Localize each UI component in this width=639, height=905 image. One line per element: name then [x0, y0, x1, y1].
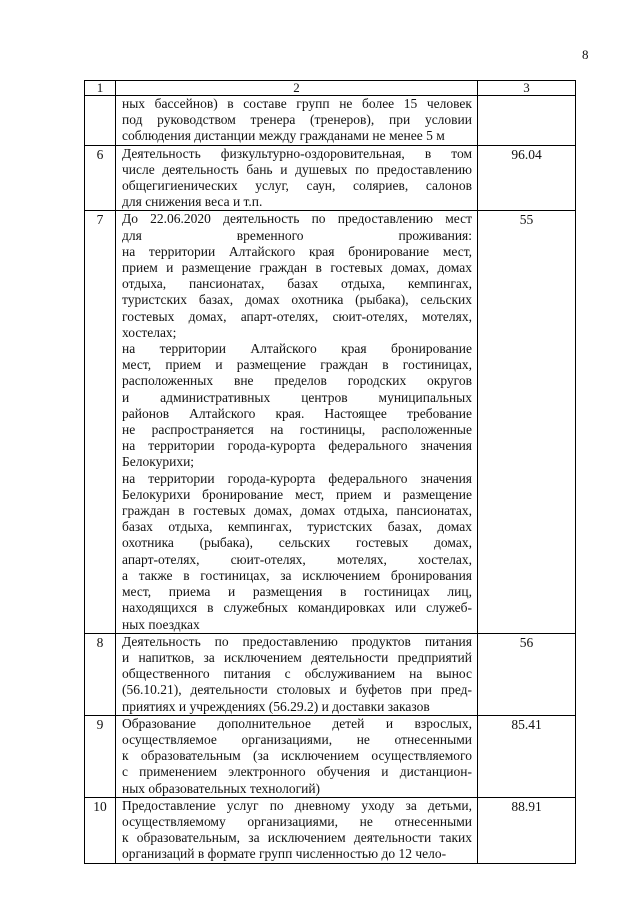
activity-description: [116, 633, 478, 715]
activity-description: [116, 145, 478, 211]
description-line: Предоставление услуг по дневному уходу за детьми,: [122, 797, 472, 813]
description-line: мест, прием и размещение граждан в гостиницах,: [122, 357, 472, 373]
table-row: [85, 633, 576, 715]
description-line: До 22.06.2020 деятельность по предоставлению мест: [122, 211, 472, 227]
table-header-row: [85, 81, 576, 96]
description-line: Белокурихи бронирование мест, прием и размещение: [122, 486, 472, 502]
row-number: 7: [85, 211, 116, 633]
description-line: осуществляемое организациями, не отнесенными: [122, 731, 472, 747]
activity-table: [84, 80, 576, 864]
row-number: 8: [85, 633, 116, 715]
description-line: к образовательным, за исключением деятельности таких: [122, 830, 472, 846]
description-line: и административных центров муниципальных: [122, 389, 472, 405]
row-number: 6: [85, 145, 116, 211]
header-col-3: 3: [478, 81, 576, 96]
table-row: [85, 797, 576, 863]
row-number: [85, 96, 116, 146]
description-line: общегигиенических услуг, саун, соляриев, салонов: [122, 178, 472, 194]
description-line: граждан в гостевых домах, домах отдыха, пансионатах,: [122, 503, 472, 519]
description-line: общественного питания с обслуживанием на вынос: [122, 666, 472, 682]
description-line: ных образовательных технологий): [122, 780, 321, 796]
description-line: гостевых домах, апарт-отелях, сюит-отелях, мотелях,: [122, 308, 472, 324]
header-col-1: 1: [85, 81, 116, 96]
description-line: находящихся в служебных командировках или служеб-: [122, 600, 472, 616]
description-line: базах отдыха, кемпингах, туристских базах, домах: [122, 519, 472, 535]
description-line: апарт-отелях, сюит-отелях, мотелях, хостелах,: [122, 551, 472, 567]
okved-code: 56: [478, 633, 576, 715]
description-line: на территории города-курорта федерального значения: [122, 470, 472, 486]
description-line: с применением электронного обучения и дистанцион-: [122, 764, 472, 780]
description-line: организаций в формате групп численностью до 12 чело-: [122, 846, 447, 862]
description-line: и напитков, за исключением деятельности предприятий: [122, 649, 472, 665]
description-line: районов Алтайского края. Настоящее требование: [122, 405, 472, 421]
activity-description: [116, 797, 478, 863]
header-col-2: 2: [116, 81, 478, 96]
description-line: под руководством тренера (тренеров), при условии: [122, 112, 472, 128]
table-row: [85, 211, 576, 633]
description-line: туристских базах, домах охотника (рыбака), сельских: [122, 292, 472, 308]
description-line: расположенных вне пределов городских округов: [122, 373, 472, 389]
description-line: осуществляемому организациями, не отнесенными: [122, 813, 472, 829]
description-line: прием и размещение граждан в гостевых домах, домах: [122, 260, 472, 276]
description-line: Образование дополнительное детей и взрослых,: [122, 715, 472, 731]
okved-code: 85.41: [478, 715, 576, 797]
description-line: к образовательным (за исключением осуществляемого: [122, 748, 472, 764]
description-line: Деятельность физкультурно-оздоровительная, в том: [122, 145, 472, 161]
okved-code: 88.91: [478, 797, 576, 863]
description-line: для снижения веса и т.п.: [122, 194, 263, 210]
description-line: ных бассейнов) в составе групп не более 15 человек: [122, 96, 472, 111]
table-row: [85, 145, 576, 211]
description-line: охотника (рыбака), сельских гостевых домах,: [122, 535, 472, 551]
description-line: ных поездках: [122, 616, 200, 632]
description-line: приятиях и учреждениях (56.29.2) и доставки заказов: [122, 698, 430, 714]
description-line: Деятельность по предоставлению продуктов питания: [122, 633, 472, 649]
description-line: соблюдения дистанции между гражданами не менее 5 м: [122, 128, 445, 144]
table-row: [85, 96, 576, 146]
description-line: мест, приема и размещения в гостиницах лиц,: [122, 584, 472, 600]
description-line: а также в гостиницах, за исключением бронирования: [122, 567, 472, 583]
description-line: на территории города-курорта федерального значения: [122, 438, 472, 454]
description-line: числе деятельность бань и душевых по предоставлению: [122, 161, 472, 177]
table-row: [85, 715, 576, 797]
activity-description: [116, 96, 478, 146]
okved-code: [478, 96, 576, 146]
description-line: на территории Алтайского края бронирование мест,: [122, 243, 472, 259]
activity-description: [116, 715, 478, 797]
okved-code: 55: [478, 211, 576, 633]
description-line: не распространяется на гостиницы, расположенные: [122, 422, 472, 438]
activity-description: [116, 211, 478, 633]
page-number: 8: [582, 47, 589, 62]
row-number: 10: [85, 797, 116, 863]
description-line: Белокурихи;: [122, 454, 195, 470]
description-line: для временного проживания:: [122, 227, 472, 243]
description-line: отдыха, пансионатах, базах отдыха, кемпингах,: [122, 276, 472, 292]
description-line: (56.10.21), деятельности столовых и буфетов при пред-: [122, 682, 472, 698]
row-number: 9: [85, 715, 116, 797]
description-line: хостелах;: [122, 324, 177, 340]
description-line: на территории Алтайского края бронирование: [122, 341, 472, 357]
okved-code: 96.04: [478, 145, 576, 211]
